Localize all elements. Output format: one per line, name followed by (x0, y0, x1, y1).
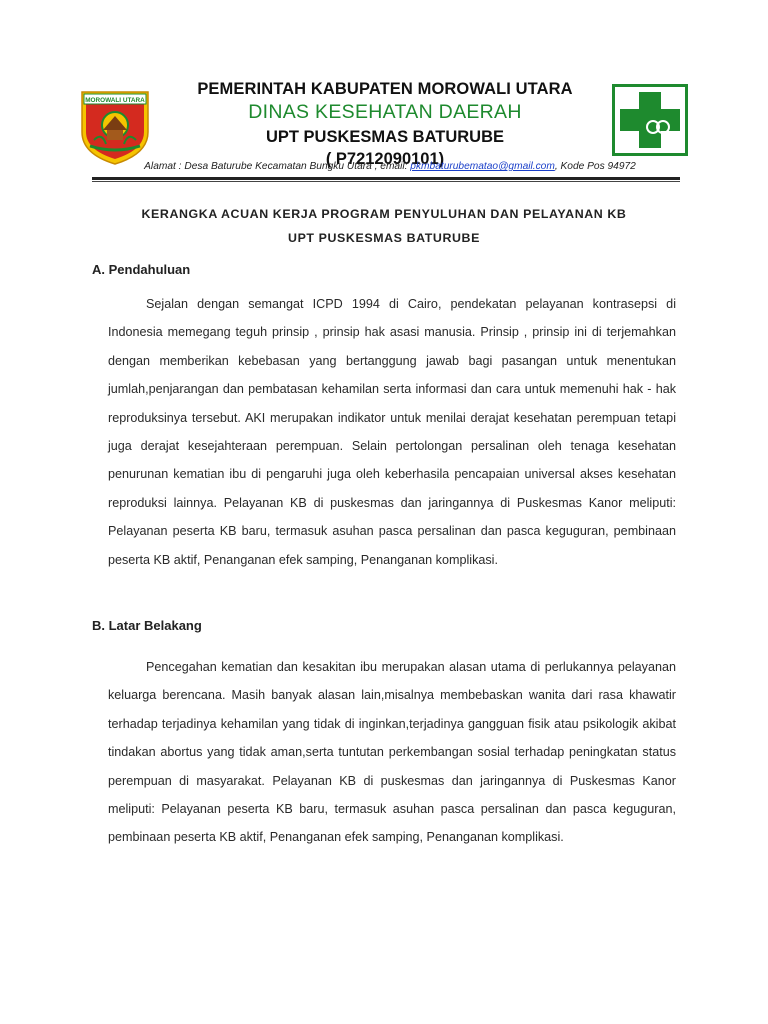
letterhead (150, 76, 620, 170)
section-heading-pendahuluan: A. Pendahuluan (92, 262, 191, 277)
emblem-label: MOROWALI UTARA (85, 97, 145, 104)
letterhead-divider-thick (92, 177, 680, 180)
morowali-utara-emblem-icon (76, 88, 154, 166)
letterhead-divider-thin (92, 181, 680, 182)
health-cross-logo-icon (612, 84, 688, 156)
letterhead-code: ( P7212090101) (325, 150, 445, 168)
section-heading-latar-belakang: B. Latar Belakang (92, 618, 202, 633)
letterhead-address (100, 161, 680, 172)
letterhead-department: DINAS KESEHATAN DAERAH (248, 101, 522, 123)
letterhead-government: PEMERINTAH KABUPATEN MOROWALI UTARA (197, 80, 573, 98)
document-title-line1: KERANGKA ACUAN KERJA PROGRAM PENYULUHAN DAN PELAYANAN KB (141, 207, 627, 221)
address-prefix: Alamat : Desa Baturube Kecamatan Bungku Utara , email: (144, 161, 411, 172)
document-title-line2: UPT PUSKESMAS BATURUBE (288, 231, 480, 245)
letterhead-unit: UPT PUSKESMAS BATURUBE (265, 128, 505, 146)
email-link[interactable]: pkmbaturubematao@gmail.com (410, 161, 555, 172)
address-suffix: , Kode Pos 94972 (554, 161, 636, 172)
section-paragraph-pendahuluan: Sejalan dengan semangat ICPD 1994 di Cairo, pendekatan pelayanan kontrasepsi di Indonesia memegang teguh prinsip , prinsip hak asasi manusia. Prinsip , prinsip ini di terjemahkan dengan memberikan kebebasan yang bertanggung jawab bagi pasangan untuk menentukan jumlah,penjarangan dan pembatasan kehamilan serta informasi dan cara untuk memenuhi hak - hak reproduksinya tersebut. AKI merupakan indikator untuk menilai derajat kesehatan perempuan tetapi juga derajat kesejahteraan perempuan. Selain pertolongan persalinan oleh tenaga kesehatan penurunan kematian ibu di pengaruhi juga oleh keberhasila pencapaian universal akses kesehatan reproduksi lainnya. Pelayanan KB di puskesmas dan jaringannya di Puskesmas Kanor meliputi: Pelayanan peserta KB baru, termasuk asuhan pasca persalinan dan pasca keguguran, pembinaan peserta KB aktif, Penanganan efek samping, Penanganan komplikasi. (108, 297, 676, 567)
section-paragraph-latar-belakang: Pencegahan kematian dan kesakitan ibu merupakan alasan utama di perlukannya pelayanan keluarga berencana. Masih banyak alasan lain,misalnya membebaskan wanita dari rasa khawatir terhadap terjadinya kehamilan yang tidak di inginkan,terjadinya gangguan fisik atau psikologik akibat tindakan abortus yang tidak aman,serta tuntutan perkembangan sosial terhadap peningkatan status perempuan di masyarakat. Pelayanan KB di puskesmas dan jaringannya di Puskesmas Kanor meliputi: Pelayanan peserta KB baru, termasuk asuhan pasca persalinan dan pasca keguguran, pembinaan peserta KB aktif, Penanganan efek samping, Penanganan komplikasi. (108, 660, 676, 845)
